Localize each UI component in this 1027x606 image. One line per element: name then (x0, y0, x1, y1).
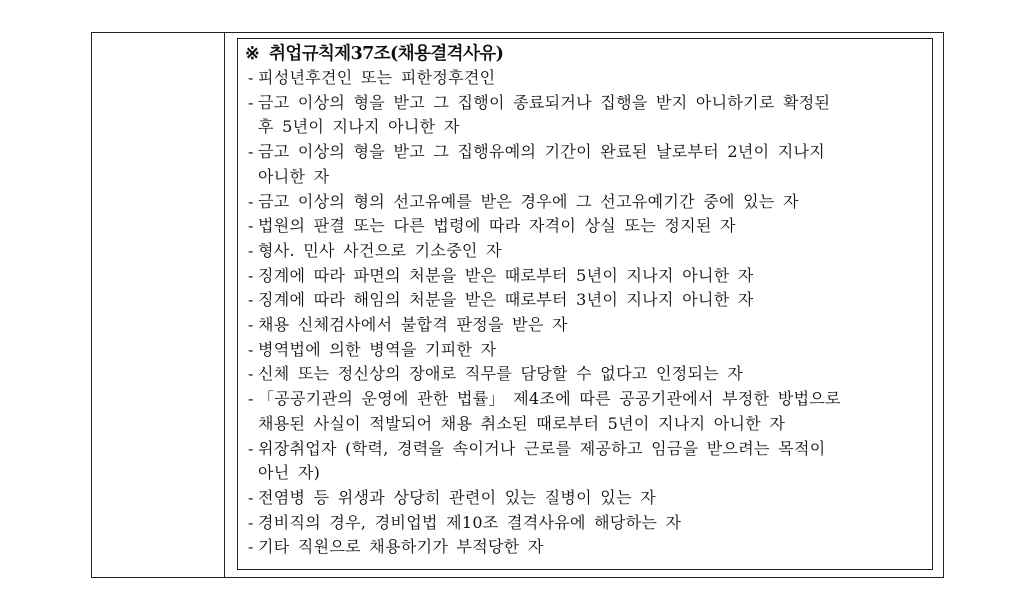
list-item-continuation: 후 5년이 지나지 아니한 자 (258, 117, 460, 137)
list-item-text (258, 387, 841, 436)
list-item (245, 214, 935, 239)
list-dash: - (248, 142, 254, 162)
list-dash: - (248, 438, 254, 458)
list-item-text (258, 91, 830, 140)
list-item-text (258, 511, 681, 536)
list-item-line: 형사. 민사 사건으로 기소중인 자 (258, 240, 502, 260)
list-item (245, 91, 935, 140)
list-item-text (258, 140, 825, 189)
list-item (245, 486, 935, 511)
list-item-text (258, 214, 736, 239)
list-item-line: 채용 신체검사에서 불합격 판정을 받은 자 (258, 315, 568, 335)
column-divider (224, 33, 225, 577)
list-item-line: 징계에 따라 해임의 처분을 받은 때로부터 3년이 지나지 아니한 자 (258, 290, 754, 310)
list-dash: - (248, 240, 254, 260)
list-item-line: 법원의 판결 또는 다른 법령에 따라 자격이 상실 또는 정지된 자 (258, 216, 736, 236)
outer-table (91, 32, 944, 578)
section-title-text: 취업규칙제37조(채용결격사유) (269, 44, 504, 64)
list-item (245, 437, 935, 486)
list-dash: - (248, 389, 254, 409)
list-item-text (258, 486, 656, 511)
list-item-continuation: 아니한 자 (258, 166, 330, 186)
list-item (245, 190, 935, 215)
list-dash: - (248, 216, 254, 236)
list-item-continuation: 채용된 사실이 적발되어 채용 취소된 때로부터 5년이 지나지 아니한 자 (258, 413, 786, 433)
list-item-line: 경비직의 경우, 경비업법 제10조 결격사유에 해당하는 자 (258, 512, 682, 532)
list-dash: - (248, 537, 254, 557)
list-item-text (258, 190, 799, 215)
list-item (245, 288, 935, 313)
list-item-line: 병역법에 의한 병역을 기피한 자 (258, 339, 497, 359)
list-item (245, 338, 935, 363)
list-item (245, 511, 935, 536)
list-dash: - (248, 487, 254, 507)
list-item-line: 「공공기관의 운영에 관한 법률」 제4조에 따른 공공기관에서 부정한 방법으로 (258, 389, 841, 409)
list-item-text (258, 66, 495, 91)
list-item (245, 66, 935, 91)
list-item-line: 기타 직원으로 채용하기가 부적당한 자 (258, 537, 544, 557)
list-item-line: 피성년후견인 또는 피한정후견인 (258, 68, 496, 87)
list-item (245, 264, 935, 289)
list-item-text (258, 338, 496, 363)
list-item-line: 전염병 등 위생과 상당히 관련이 있는 질병이 있는 자 (258, 487, 656, 507)
list-item (245, 313, 935, 338)
list-item-line: 금고 이상의 형의 선고유예를 받은 경우에 그 선고유예기간 중에 있는 자 (258, 191, 799, 211)
reference-mark: ※ (245, 44, 260, 64)
content-area (245, 42, 935, 560)
list-item (245, 387, 935, 436)
list-item-line: 신체 또는 정신상의 장애로 직무를 담당할 수 없다고 인정되는 자 (258, 364, 744, 384)
list-item-continuation: 아닌 자) (258, 463, 321, 483)
list-item-text (258, 362, 743, 387)
list-item-line: 금고 이상의 형을 받고 그 집행유예의 기간이 완료된 날로부터 2년이 지나지 (258, 142, 826, 162)
list-dash: - (248, 339, 254, 359)
list-dash: - (248, 68, 254, 87)
list-item-text (258, 437, 825, 486)
list-item-line: 위장취업자 (학력, 경력을 속이거나 근로를 제공하고 임금을 받으려는 목적이 (258, 438, 826, 458)
list-dash: - (248, 191, 254, 211)
list-item (245, 362, 935, 387)
list-item-text (258, 288, 754, 313)
section-title (245, 42, 935, 66)
list-item (245, 535, 935, 560)
list-item-text (258, 535, 544, 560)
list-item-line: 징계에 따라 파면의 처분을 받은 때로부터 5년이 지나지 아니한 자 (258, 265, 754, 285)
list-dash: - (248, 265, 254, 285)
list-item-text (258, 264, 754, 289)
disqualification-list (245, 66, 935, 560)
list-dash: - (248, 290, 254, 310)
list-item (245, 140, 935, 189)
list-dash: - (248, 92, 254, 112)
list-dash: - (248, 512, 254, 532)
list-item-text (258, 239, 502, 264)
list-dash: - (248, 364, 254, 384)
list-item-text (258, 313, 568, 338)
list-dash: - (248, 315, 254, 335)
list-item (245, 239, 935, 264)
list-item-line: 금고 이상의 형을 받고 그 집행이 종료되거나 집행을 받지 아니하기로 확정된 (258, 92, 831, 112)
